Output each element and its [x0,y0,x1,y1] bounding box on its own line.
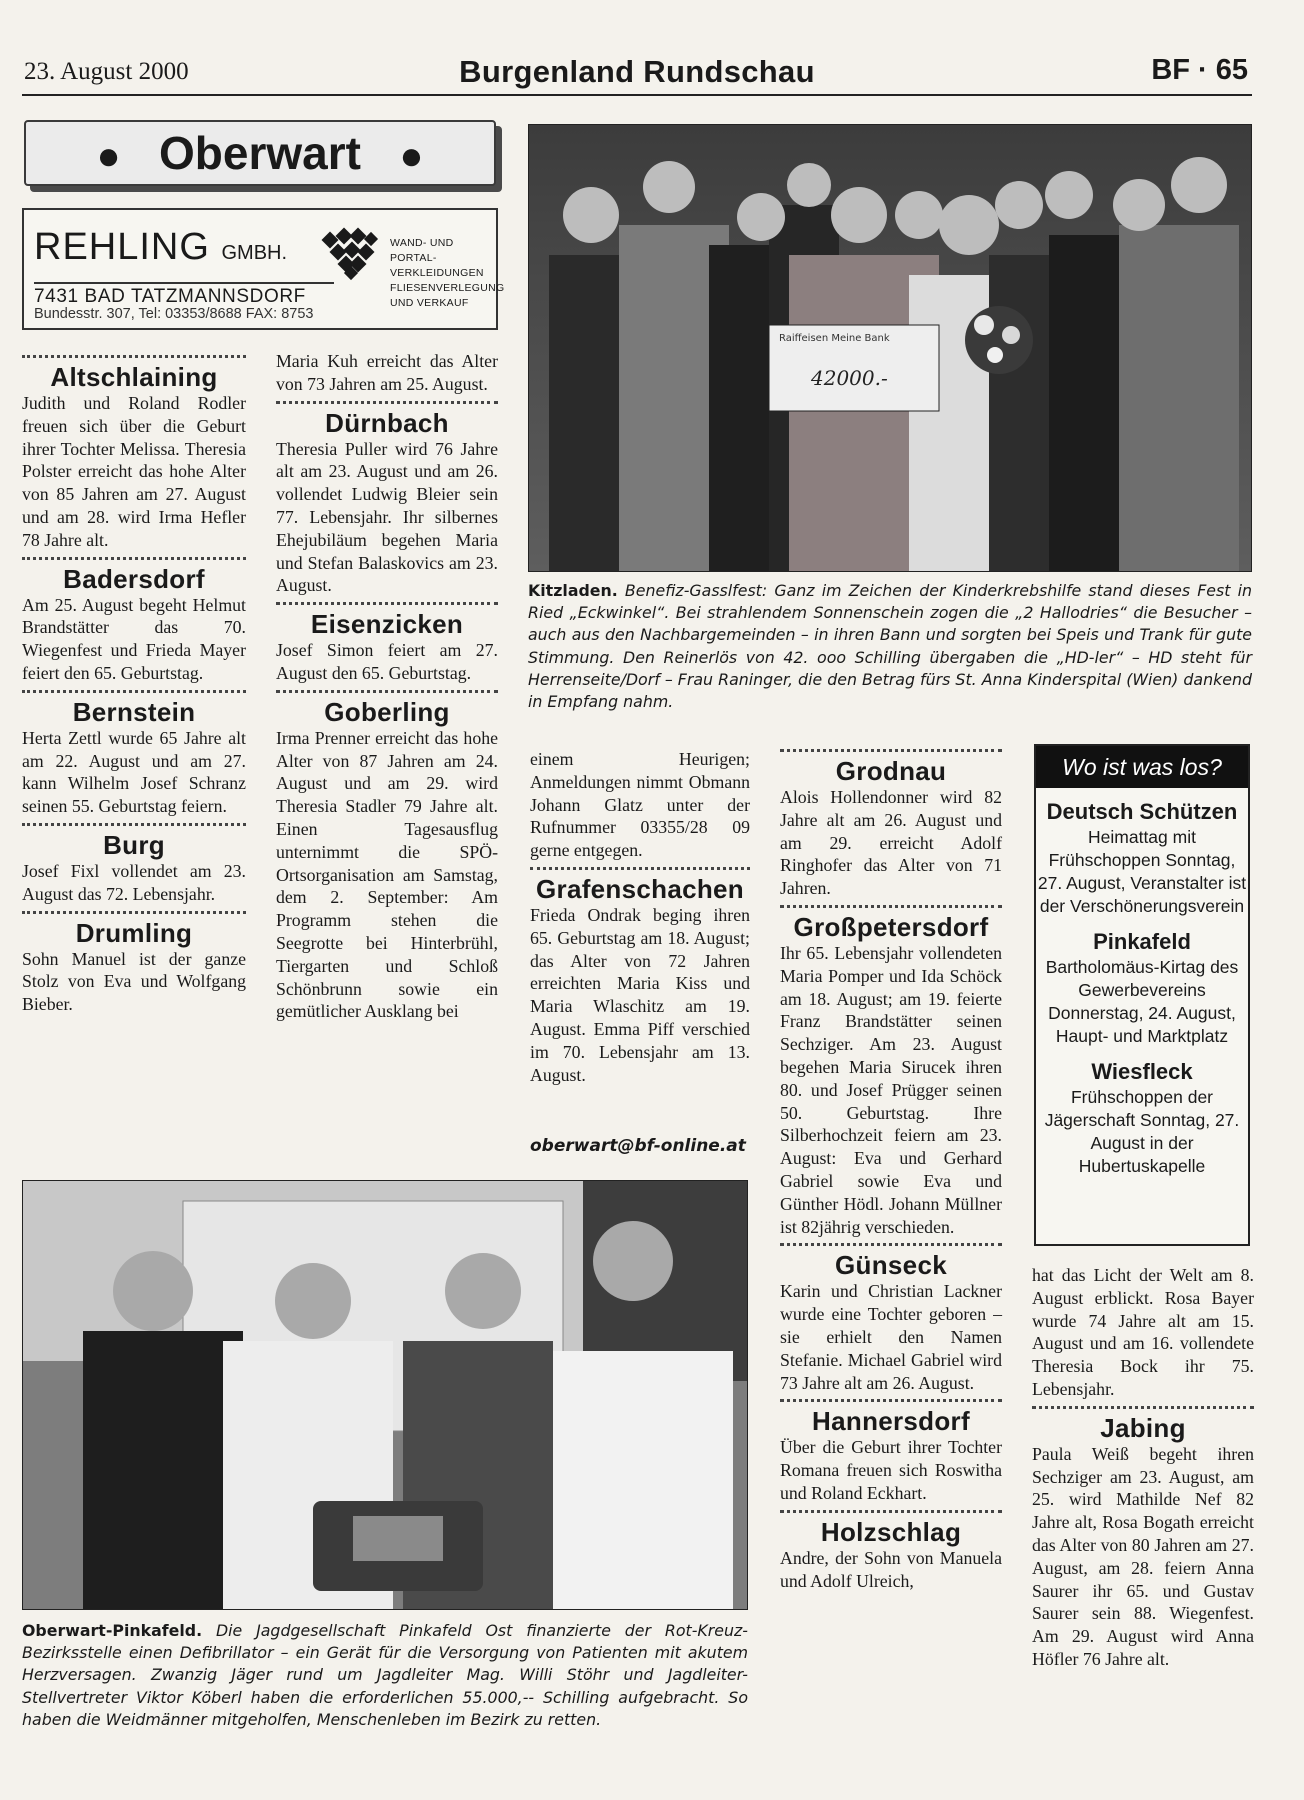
contact-email[interactable]: oberwart@bf-online.at [530,1136,746,1156]
column-4 [780,744,1002,1595]
article-heading: Bernstein [72,696,196,727]
event-place: Pinkafeld [1093,929,1191,954]
article [22,911,246,1016]
article-heading: Großpetersdorf [793,911,989,942]
column-3 [530,748,750,1089]
article-heading: Altschlaining [50,362,218,392]
article-heading: Günseck [835,1250,947,1281]
article-text: Judith und Roland Rodler freuen sich über die Geburt ihrer Tochter Melissa. Theresia Polster erreicht das hohe Alter von 85 Jahren am 27. August und am 28. wird Irma Hefler 78 Jahre alt. [22,393,246,550]
article [780,749,1002,900]
event-place: Wiesfleck [1091,1059,1193,1084]
divider [22,823,246,826]
article [780,1243,1002,1394]
article [22,690,246,818]
advertisement [22,208,505,330]
article-heading: Hannersdorf [812,1406,970,1437]
column-5 [1032,1264,1254,1674]
article-heading: Drumling [75,917,193,948]
event-details: Frühschoppen der Jägerschaft Sonntag, 27. August in der Hubertuskapelle [1044,1087,1240,1176]
article [22,823,246,906]
divider [22,911,246,914]
article-heading: Goberling [324,696,450,727]
article [1032,1406,1254,1671]
photo-caption-bottom [22,1620,748,1731]
group-photo-illustration [529,125,1252,572]
article-text: Andre, der Sohn von Manuela und Adolf Ulreich, [780,1547,1002,1591]
article-text: Ihr 65. Lebensjahr vollendeten Maria Pomper und Ida Schöck am 18. August; am 19. feierte Franz Brandstätter seinen Sechziger. Am 23. August begehen Maria Sirucek ihren 80. und Josef Prügger seinen 50. Geburtstag. Ihre Silberhochzeit feiern am 23. August: Eva und Gerhard Gabriel sowie Eva und Günther Hödl. Johann Müllner ist 82jährig verschieden. [780,942,1002,1237]
caption-text: Die Jagdgesellschaft Pinkafeld Ost finanzierte der Rot-Kreuz-Bezirksstelle einen Defibrillator – ein Gerät für die Versorgung von Patienten mit akutem Herzversagen. Zwanzig Jäger rund um Jagdleiter Mag. Willi Stöhr und Jagdleiter-Stellvertreter Viktor Köberl haben die erforderlichen 55.000,-- Schilling aufgebracht. So haben die Weidmänner mitgeholfen, Menschenleben im Bezirk zu retten. [22,1621,748,1729]
photo-defibrillator [22,1180,748,1610]
article-heading: Eisenzicken [310,609,464,640]
article-text: Theresia Puller wird 76 Jahre alt am 23. August und am 26. vollendet Ludwig Bleier sein 77. Lebensjahr. Ihr silbernes Ehejubiläum begehen Maria und Stefan Balaskovics am 23. August. [276,438,498,596]
ad-company-name: REHLING GMBH. [34,226,288,268]
article-text: hat das Licht der Welt am 8. August erblickt. Rosa Bayer wurde 74 Jahre alt am 15. August und am 16. vollendete Theresia Bock ihr 75. Lebensjahr. [1032,1265,1254,1399]
photo-kitzladen [528,124,1252,572]
article-heading: Grafenschachen [536,873,744,904]
divider [22,557,246,560]
article-text: Irma Prenner erreicht das hohe Alter von 87 Jahren am 24. August und am 29. wird Theresia Stadler 79 Jahre alt. Einen Tagesausflug unternimmt die SPÖ-Ortsorganisation am Samstag, dem 2. September: Am Programm stehen die Seegrotte bei Hinterbrühl, Tiergarten und Schloß Schönbrunn sowie ein gemütlicher Ausklang bei [276,727,498,1022]
event-place: Deutsch Schützen [1046,799,1238,824]
article-text: Paula Weiß begeht ihren Sechziger am 23. August, am 25. wird Mathilde Nef 82 Jahre alt, Rosa Bogath erreicht das Alter von 80 Jahren am 27. August, am 28. feiern Anna Saurer ihr 65. und Gustav Saurer sein 88. Wiegenfest. Am 29. August wird Anna Höfler 76 Jahre alt. [1032,1443,1254,1669]
ad-town: 7431 BAD TATZMANNSDORF [34,282,334,308]
divider [22,355,246,358]
article-heading: Grodnau [835,756,947,786]
article-text: Josef Fixl vollendet am 23. August das 72. Lebensjahr. [22,860,246,904]
divider [276,401,498,404]
divider [276,602,498,605]
article [22,355,246,552]
article-continued [276,350,498,396]
article-text: Herta Zettl wurde 65 Jahre alt am 22. August und am 27. kann Wilhelm Josef Schranz seinen 55. Geburtstag feiern. [22,727,246,817]
divider [780,749,1002,752]
divider [780,1243,1002,1246]
event-details: Heimattag mit Frühschoppen Sonntag, 27. August, Veranstalter ist der Verschönerungsverein [1037,827,1247,916]
article [22,557,246,685]
column-1 [22,350,246,1019]
newspaper-title: Burgenland Rundschau [459,54,815,89]
column-2 [276,350,498,1026]
article [276,690,498,1023]
ad-address: Bundesstr. 307, Tel: 03353/8688 FAX: 8753 [34,306,314,322]
article [530,867,750,1086]
caption-lead: Kitzladen. [528,581,618,600]
events-box [1034,744,1250,1246]
article [276,602,498,685]
issue-date: 23. August 2000 [24,58,189,85]
article-text: Über die Geburt ihrer Tochter Romana freuen sich Roswitha und Roland Eckhart. [780,1437,1002,1503]
article-heading: Dürnbach [325,407,449,438]
article [780,1399,1002,1504]
caption-lead: Oberwart-Pinkafeld. [22,1621,203,1640]
article-text: einem Heurigen; Anmeldungen nimmt Obmann Johann Glatz unter der Rufnummer 03355/28 09 gerne entgegen. [530,749,750,861]
article-text: Maria Kuh erreicht das Alter von 73 Jahren am 25. August. [276,351,498,394]
event-details: Bartholomäus-Kirtag des Gewerbevereins Donnerstag, 24. August, Haupt- und Marktplatz [1045,957,1239,1046]
divider [276,690,498,693]
section-title: Oberwart [159,127,361,179]
article-text: Josef Simon feiert am 27. August den 65. Geburtstag. [276,640,498,683]
article-text: Am 25. August begeht Helmut Brandstätter das 70. Wiegenfest und Frieda Mayer feiert den 65. Geburtstag. [22,594,246,683]
ad-services: WAND- UND PORTAL-VERKLEIDUNGEN FLIESENVERLEGUNG UND VERKAUF [390,237,505,309]
article-continued [1032,1264,1254,1401]
article-heading: Burg [103,829,165,860]
group-photo-illustration [23,1181,748,1610]
photo-caption-top [528,580,1252,713]
divider [780,1399,1002,1402]
article [780,905,1002,1238]
divider [1032,1406,1254,1409]
page-number: BF · 65 [1151,54,1248,86]
article-continued [530,748,750,862]
article [276,401,498,598]
article [780,1510,1002,1593]
divider [780,905,1002,908]
article-text: Alois Hollendonner wird 82 Jahre alt am 26. August und am 29. erreicht Adolf Ringhofer das Alter von 71 Jahren. [780,787,1002,899]
tile-logo-icon [320,226,380,282]
divider [530,867,750,870]
article-text: Sohn Manuel ist der ganze Stolz von Eva und Wolfgang Bieber. [22,948,246,1015]
divider [22,690,246,693]
cheque-amount: 42000.- [811,366,888,390]
bullet-icon: ● [399,134,424,178]
cheque-bank: Raiffeisen Meine Bank [779,333,890,344]
divider [780,1510,1002,1513]
caption-text: Benefiz-Gasslfest: Ganz im Zeichen der Kinderkrebshilfe stand dieses Fest in Ried „Eckwinkel“. Bei strahlendem Sonnenschein zogen die „2 Hallodries“ die Besucher – auch aus den Nachbargemeinden – in ihren Bann und sorgten bei Speis und Trank für gute Stimmung. Den Reinerlös von 42. ooo Schilling übergaben die „HD-ler“ – HD steht für Herrenseite/Dorf – Frau Raninger, die den Betrag fürs St. Anna Kinderspital (Wien) dankend in Empfang nahm. [528,581,1252,712]
article-heading: Jabing [1100,1412,1186,1443]
article-text: Frieda Ondrak beging ihren 65. Geburtstag am 18. August; das Alter von 72 Jahren erreichten Maria Kiss und Maria Wlaschitz am 19. August. Emma Piff verschied im 70. Lebensjahr am 13. August. [530,904,750,1085]
masthead [22,56,1252,96]
article-heading: Holzschlag [820,1516,962,1547]
bullet-icon: ● [96,134,121,178]
section-banner [24,120,496,186]
article-text: Karin und Christian Lackner wurde eine Tochter geboren – sie erhielt den Namen Stefanie. Michael Gabriel wird 73 Jahre alt am 26. August. [780,1281,1002,1393]
article-heading: Badersdorf [63,563,205,594]
events-title: Wo ist was los? [1036,746,1248,788]
